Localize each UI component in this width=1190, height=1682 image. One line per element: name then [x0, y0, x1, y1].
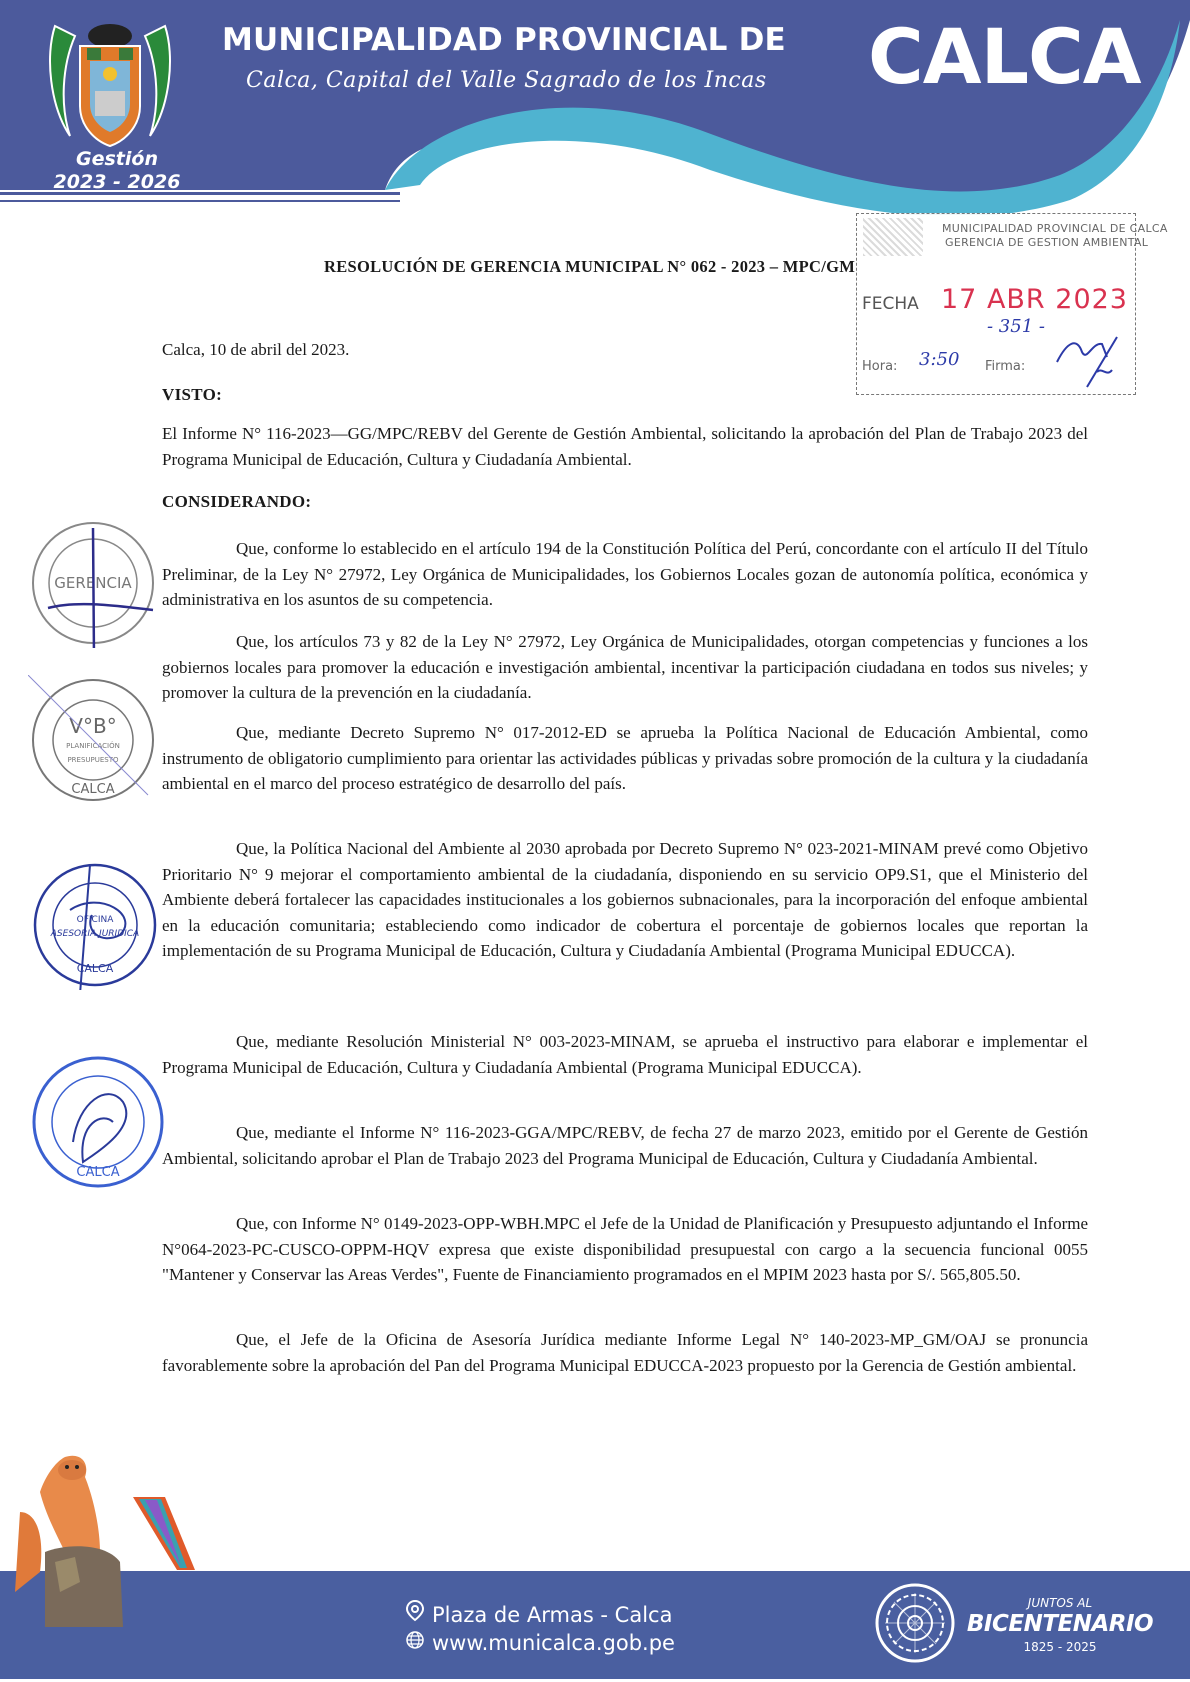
- stamp-date: 17 ABR 2023: [941, 284, 1128, 315]
- considerando-paragraph: Que, conforme lo establecido en el artículo 194 de la Constitución Política del Perú, concordante con el artículo II del Título Preliminar, de la Ley N° 27972, Ley Orgánica de Municipalidades, los Gobiernos Locales gozan de autonomía política, económica y administrativa en los asuntos de su competencia.: [162, 539, 1088, 609]
- stamp-line-1: MUNICIPALIDAD PROVINCIAL DE CALCA: [942, 222, 1168, 235]
- stamp-fecha-label: FECHA: [862, 294, 919, 314]
- considerando-paragraph: Que, el Jefe de la Oficina de Asesoría Jurídica mediante Informe Legal N° 140-2023-MP_GM/OAJ se pronuncia favorablemente sobre la aprobación del Pan del Programa Municipal EDUCCA-2023 propuesto por la Gerencia de Gestión ambiental.: [162, 1330, 1088, 1375]
- gestion-ambiental-seal: [28, 1052, 168, 1192]
- visto-text: El Informe N° 116-2023—GG/MPC/REBV del Gerente de Gestión Ambiental, solicitando la aprobación del Plan de Trabajo 2023 del Programa Municipal de Educación, Cultura y Ciudadanía Ambiental.: [162, 424, 1088, 469]
- resolution-title: RESOLUCIÓN DE GERENCIA MUNICIPAL N° 062 - 2023 – MPC/GM: [324, 257, 856, 276]
- footer-website-link[interactable]: www.municalca.gob.pe: [432, 1631, 675, 1655]
- footer-website[interactable]: [404, 1630, 675, 1655]
- considerando-paragraph: Que, la Política Nacional del Ambiente al 2030 aprobada por Decreto Supremo N° 023-2021-MINAM prevé como Objetivo Prioritario N° 9 mejorar el comportamiento ambiental de la ciudadanía, disponiendo en su servicio OP9.S1, que el Ministerio del Ambiente deberá fortalecer las capacidades institucionales a los gobiernos subnacionales, para la incorporación del enfoque ambiental en la educación comunitaria; estableciendo como indicador de cobertura el porcentaje de gobiernos locales que reportan la implementación de su Programa Municipal de Educación, Cultura y Ciudadanía Ambiental (Programa Municipal EDUCCA).: [162, 839, 1088, 960]
- bicentenario-years: 1825 - 2025: [1023, 1640, 1097, 1654]
- municipal-crest-logo: [40, 6, 180, 151]
- signature-mark: [1047, 332, 1127, 392]
- municipality-name-big: CALCA: [868, 12, 1141, 101]
- place-date: Calca, 10 de abril del 2023.: [162, 340, 350, 359]
- gerencia-seal-label: GERENCIA: [54, 574, 132, 592]
- gerencia-seal: [28, 518, 158, 648]
- considerando-paragraph: Que, mediante Resolución Ministerial N° 003-2023-MINAM, se aprueba el instructivo para elaborar e implementar el Programa Municipal de Educación, Cultura y Ciudadanía Ambiental (Programa Municipal EDUCCA).: [162, 1032, 1088, 1077]
- considerando-paragraph: Que, con Informe N° 0149-2023-OPP-WBH.MPC el Jefe de la Unidad de Planificación y Presupuesto adjuntando el Informe N°064-2023-PC-CUSCO-OPPM-HQV expresa que existe disponibilidad presupuestal con cargo a la secuencia funcional 0055 "Mantener y Conservar las Areas Verdes", Fuente de Financiamiento programados en el MPIM 2023 hasta por S/. 565,805.50.: [162, 1214, 1088, 1284]
- stamp-line-2: GERENCIA DE GESTION AMBIENTAL: [945, 236, 1149, 249]
- stamp-hora-label: Hora:: [862, 359, 898, 374]
- administration-period: [52, 148, 182, 194]
- visto-bueno-label: V°B°: [69, 714, 117, 738]
- footer-address: [404, 1600, 672, 1627]
- considerando-paragraph: Que, mediante el Informe N° 116-2023-GGA/MPC/REBV, de fecha 27 de marzo 2023, emitido por el Gerente de Gestión Ambiental, solicitando aprobar el Plan de Trabajo 2023 del Programa Municipal de Educación, Cultura y Ciudadanía Ambiental.: [162, 1123, 1088, 1168]
- stamp-firma-label: Firma:: [985, 359, 1026, 374]
- bicentenario-tagline: JUNTOS AL: [1027, 1596, 1093, 1610]
- stamp-hora-value: 3:50: [919, 349, 960, 370]
- asesoria-juridica-seal: [30, 860, 160, 990]
- asesoria-center1: OFICINA: [76, 915, 114, 925]
- visto-bueno-sub1: PLANIFICACIÓN: [66, 742, 120, 750]
- visto-bueno-sub2: PRESUPUESTO: [67, 756, 119, 764]
- footer-address-text: Plaza de Armas - Calca: [432, 1603, 673, 1627]
- reception-stamp: [856, 213, 1168, 395]
- letterhead-header: [0, 0, 1190, 215]
- visto-bueno-seal: [28, 675, 158, 805]
- globe-icon: [404, 1630, 426, 1655]
- bicentenario-title: BICENTENARIO: [966, 1611, 1154, 1637]
- gestion-label: Gestión: [76, 148, 158, 170]
- considerando-paragraph: Que, los artículos 73 y 82 de la Ley N° 27972, Ley Orgánica de Municipalidades, otorgan competencias y funciones a los gobiernos locales para promover la educación e investigación ambiental, incentivar la participación ciudadana en todos sus niveles; y promover la cultura de la prevención en la ciudadanía.: [162, 632, 1088, 702]
- gestion-ambiental-bottom: CALCA: [76, 1165, 120, 1180]
- considerando-paragraph: Que, mediante Decreto Supremo N° 017-2012-ED se aprueba la Política Nacional de Educación Ambiental, como instrumento de obligatorio cumplimiento para orientar las actividades públicas y privadas sobre promoción de la cultura y la ciudadanía ambiental en el marco del proceso estratégico de desarrollo del país.: [162, 723, 1088, 793]
- municipality-title: MUNICIPALIDAD PROVINCIAL DE: [222, 22, 786, 58]
- location-pin-icon: [404, 1600, 426, 1627]
- puma-statue-image: [5, 1452, 215, 1642]
- considerando-heading: CONSIDERANDO:: [162, 492, 312, 511]
- stamp-seal-icon: [863, 218, 923, 256]
- stamp-registry-number: - 351 -: [987, 316, 1045, 337]
- visto-heading: VISTO:: [162, 385, 223, 404]
- asesoria-center2: ASESORIA JURIDICA: [50, 929, 140, 939]
- asesoria-bottom: CALCA: [76, 962, 114, 975]
- gestion-years: 2023 - 2026: [53, 171, 181, 193]
- visto-bueno-bottom: CALCA: [71, 782, 115, 797]
- municipality-subtitle: Calca, Capital del Valle Sagrado de los Incas: [246, 68, 767, 93]
